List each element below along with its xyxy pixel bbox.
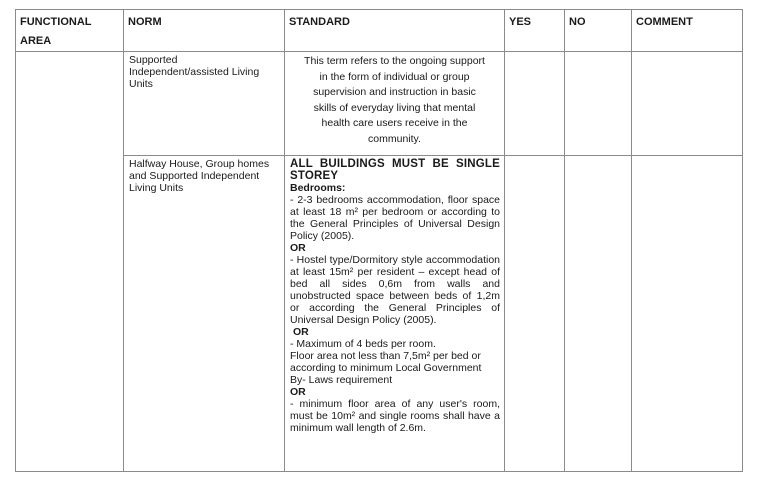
no-cell[interactable]: [565, 156, 632, 472]
header-row: [16, 10, 743, 52]
standard-text: [285, 156, 504, 436]
norm-cell: [124, 52, 285, 156]
standard-paragraph: - Hostel type/Dormitory style accommodation at least 15m² per resident – except head of bed all sides 0,6m from walls and unobstructed space between beds of 1,2m or according the General Principles of Universal Design Policy (2005).: [290, 254, 500, 326]
header-standard: STANDARD: [285, 10, 505, 52]
or-label: OR: [293, 326, 309, 338]
header-yes: YES: [505, 10, 565, 52]
comment-cell[interactable]: [632, 156, 743, 472]
header-comment: COMMENT: [632, 10, 743, 52]
standard-paragraph: Floor area not less than 7,5m² per bed or according to minimum Local Government By- Laws requirement: [290, 350, 482, 386]
norm-cell: [124, 156, 285, 472]
or-label: OR: [290, 386, 306, 398]
comment-cell[interactable]: [632, 52, 743, 156]
no-cell[interactable]: [565, 52, 632, 156]
table-row: [16, 156, 743, 472]
standard-paragraph: - Maximum of 4 beds per room.: [290, 338, 436, 350]
standard-cell: [285, 156, 505, 472]
standards-table: [15, 9, 743, 472]
table-row: [16, 52, 743, 156]
header-functional-area: FUNCTIONAL AREA: [16, 10, 124, 52]
standard-cell: [285, 52, 505, 156]
functional-area-cell: [16, 52, 124, 472]
header-norm: NORM: [124, 10, 285, 52]
standard-text: This term refers to the ongoing support in the form of individual or group supervision and instruction in basic skills of everyday living that mental health care users receive in the community.: [304, 55, 485, 145]
standard-paragraph: - 2-3 bedrooms accommodation, floor space at least 18 m² per bedroom or according to the General Principles of Universal Design Policy (2005).: [290, 194, 500, 242]
standard-title: ALL BUILDINGS MUST BE SINGLE STOREY: [290, 158, 500, 182]
bedrooms-heading: Bedrooms:: [290, 182, 346, 194]
norm-text: Supported Independent/assisted Living Units: [129, 54, 260, 90]
yes-cell[interactable]: [505, 52, 565, 156]
yes-cell[interactable]: [505, 156, 565, 472]
norm-text: Halfway House, Group homes and Supported Independent Living Units: [129, 158, 270, 194]
header-no: NO: [565, 10, 632, 52]
or-label: OR: [290, 242, 306, 254]
standard-paragraph: - minimum floor area of any user's room, must be 10m² and single rooms shall have a minimum wall length of 2.6m.: [290, 398, 500, 434]
